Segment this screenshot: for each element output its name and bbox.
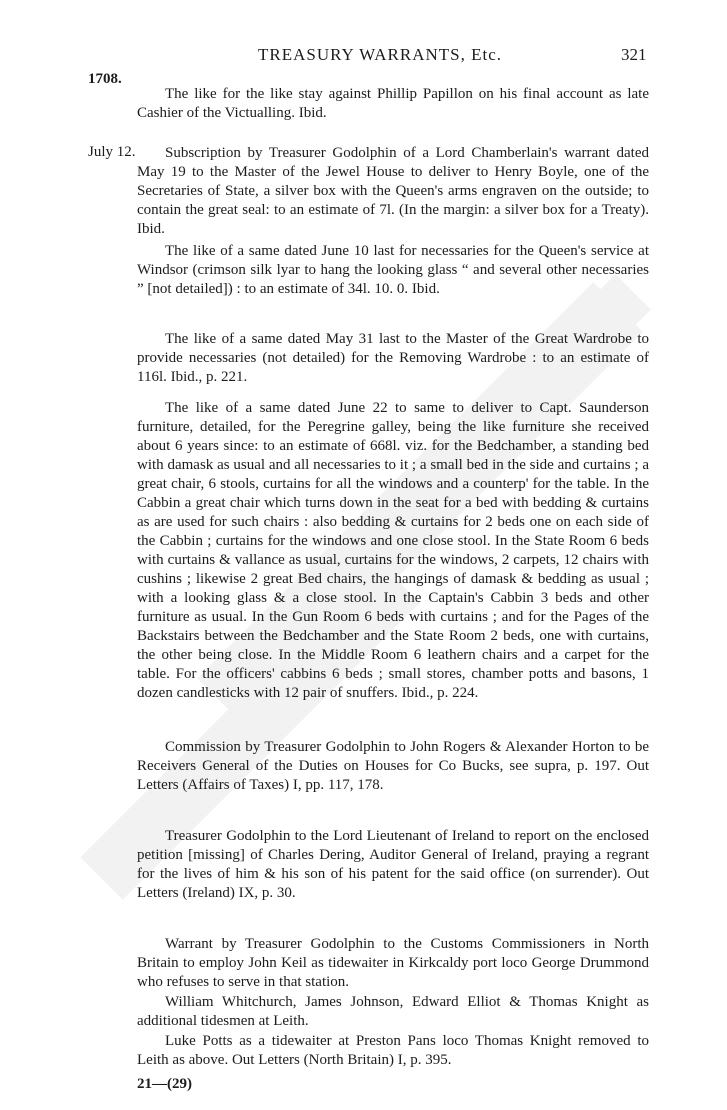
entry-text: The like of a same dated June 22 to same to deliver to Capt. Saunderson furniture, detailed, for the Peregrine galley, being the like furniture she received about 6 years since: to an estimate of 668l. viz. for the Bedchamber, a standing bed with damask as usual and all necessaries to it ; a small bed in the side and curtains ; a great chair, 6 stools, curtains for all the windows and a counterp' for the table. In the Cabbin a great chair which turns down in the seat for a bed with bedding & curtains as are used for such chairs : also bedding & curtains for 2 beds one on each side of the Cabbin ; curtains for the windows and one close stool. In the State Room 6 beds with curtains & vallance as usual, curtains for the windows, 2 carpets, 12 chairs with cushins ; likewise 2 great Bed chairs, the hangings of damask & bedding as usual ; with a looking glass & a close stool. In the Captain's Cabbin 3 beds and other furniture as usual. In the Gun Room 6 beds with curtains ; and for the Pages of the Backstairs between the Bedchamber and the State Room 2 beds, one with curtains, the other being close. In the Middle Room 6 leathern chairs and a carpet for the table. For the officers' cabbins 6 beds ; small stores, chamber potts and basons, 1 dozen candlesticks with 12 pair of snuffers. Ibid., p. 224. [137,400,649,701]
entry-tidesmen [137,993,649,1031]
entry-customs-warrant [137,935,649,992]
entry-text: William Whitchurch, James Johnson, Edward Elliot & Thomas Knight as additional tidesmen at Leith. [137,994,649,1029]
entry-great-wardrobe [137,330,649,387]
entry-silver-box [137,144,649,239]
signature-mark: 21—(29) [137,1076,192,1092]
entry-text: Subscription by Treasurer Godolphin of a Lord Chamberlain's warrant dated May 19 to the Master of the Jewel House to deliver to Henry Boyle, one of the Secretaries of State, a silver box with the Queen's arms engraven on the outside; to contain the great seal: to an estimate of 7l. (In the margin: a silver box for a Treaty). Ibid. [137,145,649,237]
entry-text: The like for the like stay against Phillip Papillon on his final account as late Cashier of the Victualling. Ibid. [137,86,649,121]
entry-lord-lieutenant [137,827,649,903]
entry-text: Commission by Treasurer Godolphin to John Rogers & Alexander Horton to be Receivers General of the Duties on Houses for Co Bucks, see supra, p. 197. Out Letters (Affairs of Taxes) I, pp. 117, 178. [137,739,649,793]
entry-peregrine-galley [137,399,649,703]
year-marginal: 1708. [88,71,122,87]
entry-luke-potts [137,1032,649,1070]
entry-text: The like of a same dated June 10 last for necessaries for the Queen's service at Windsor (crimson silk lyar to hang the looking glass “ and several other necessaries ” [not detailed]) : to an estimate of 34l. 10. 0. Ibid. [137,243,649,297]
running-title: TREASURY WARRANTS, Etc. [258,45,503,64]
entry-receivers-general [137,738,649,795]
entry-text: Treasurer Godolphin to the Lord Lieutenant of Ireland to report on the enclosed petition [missing] of Charles Dering, Auditor General of Ireland, praying a regrant for the lives of him & his son of his patent for the said office (on surrender). Out Letters (Ireland) IX, p. 30. [137,828,649,901]
entry-text: The like of a same dated May 31 last to the Master of the Great Wardrobe to provide necessaries (not detailed) for the Removing Wardrobe : to an estimate of 116l. Ibid., p. 221. [137,331,649,385]
entry-text: Warrant by Treasurer Godolphin to the Customs Commissioners in North Britain to employ John Keil as tidewaiter in Kirkcaldy port loco George Drummond who refuses to serve in that station. [137,936,649,990]
entry-papillon [137,85,649,123]
entry-text: Luke Potts as a tidewaiter at Preston Pans loco Thomas Knight removed to Leith as above. Out Letters (North Britain) I, p. 395. [137,1033,649,1068]
entry-windsor [137,242,649,299]
page-number: 321 [621,45,647,64]
page-header [0,45,727,69]
entry-date: July 12. [88,144,136,160]
